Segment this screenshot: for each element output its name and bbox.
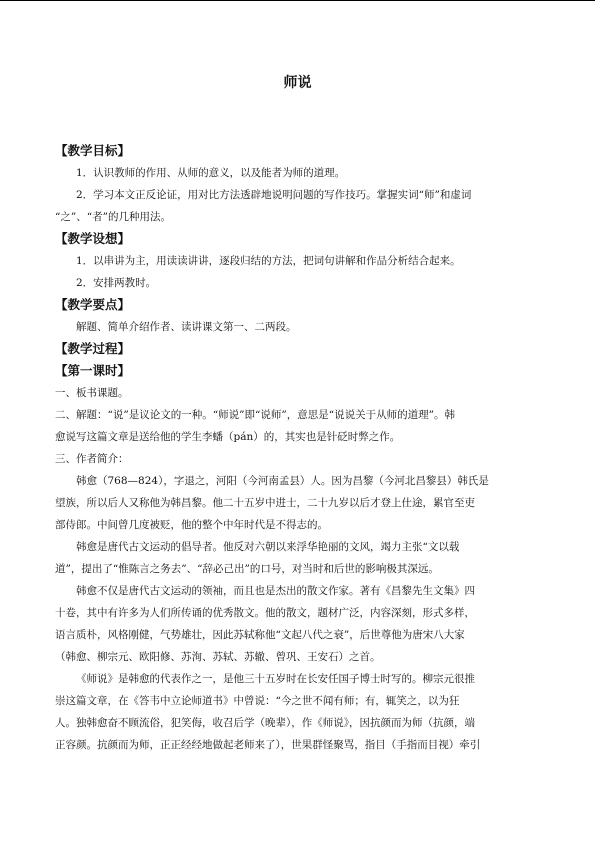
paragraph-line: 韩愈是唐代古文运动的倡导者。他反对六朝以来浮华艳丽的文风，竭力主张“文以载 — [76, 541, 460, 553]
paragraph-line: 崇这篇文章，在《答韦中立论师道书》中曾说：“今之世不闻有师；有，辄笑之，以为狂 — [55, 695, 460, 707]
paragraph-line: （韩愈、柳宗元、欧阳修、苏洵、苏轼、苏辙、曾巩、王安石）之首。 — [55, 651, 381, 663]
section-heading: 【第一课时】 — [55, 363, 131, 378]
paragraph-line: 2．学习本文正反论证，用对比方法透辟地说明问题的写作技巧。掌握实词“师”和虚词 — [76, 189, 472, 201]
paragraph-line: 2．安排两教时。 — [76, 277, 157, 289]
paragraph-line: 愈说写这篇文章是送给他的学生李蟠（pán）的，其实也是针砭时弊之作。 — [55, 431, 401, 443]
paragraph-line: 《师说》是韩愈的代表作之一，是他三十五岁时在长安任国子博士时写的。柳宗元很推 — [76, 673, 475, 685]
paragraph-line: 韩愈（768—824），字退之，河阳（今河南孟县）人。因为昌黎（今河北昌黎县）韩氏是 — [76, 475, 489, 487]
section-heading: 【教学目标】 — [55, 143, 131, 158]
page-top-rule — [0, 0, 595, 1]
paragraph-line: 1．认识教师的作用、从师的意义，以及能者为师的道理。 — [76, 167, 346, 179]
section-heading: 【教学要点】 — [55, 297, 131, 312]
paragraph-line: 道”，提出了“惟陈言之务去”、“辞必己出”的口号，对当时和后世的影响极其深远。 — [55, 563, 439, 575]
paragraph-line: 望族，所以后人又称他为韩昌黎。他二十五岁中进士，二十九岁以后才登上仕途，累官至吏 — [55, 497, 475, 509]
paragraph-line: 人。独韩愈奋不顾流俗，犯笑侮，收召后学（晚辈），作《师说》，因抗颜而为师（抗颜，端 — [55, 717, 475, 729]
section-heading: 【教学过程】 — [55, 341, 131, 356]
paragraph-line: 部侍郎。中间曾几度被贬，他的整个中年时代是不得志的。 — [55, 519, 328, 531]
paragraph-line: 1．以串讲为主，用读读讲讲，逐段归结的方法，把词句讲解和作品分析结合起来。 — [76, 255, 461, 267]
document-body — [55, 140, 541, 756]
paragraph-line: 韩愈不仅是唐代古文运动的领袖，而且也是杰出的散文作家。著有《昌黎先生文集》四 — [76, 585, 475, 597]
paragraph-line: 十卷，其中有许多为人们所传诵的优秀散文。他的散文，题材广泛，内容深刻，形式多样， — [55, 607, 475, 619]
paragraph-line: 解题、简单介绍作者、读讲课文第一、二两段。 — [76, 321, 297, 333]
document-title: 师说 — [283, 75, 312, 91]
paragraph-line: 三、作者简介： — [55, 453, 129, 465]
paragraph-line: 语言质朴，风格刚健，气势雄壮，因此苏轼称他“文起八代之衰”，后世尊他为唐宋八大家 — [55, 629, 465, 641]
paragraph-line: 二、解题：“说”是议论文的一种。“师说”即“说师”，意思是“说说关于从师的道理”。韩 — [55, 409, 455, 421]
paragraph-line: “之”、“者”的几种用法。 — [55, 211, 171, 223]
section-heading: 【教学设想】 — [55, 231, 131, 246]
paragraph-line: 一、板书课题。 — [55, 387, 129, 399]
paragraph-line: 正容颜。抗颜而为师，正正经经地做起老师来了），世果群怪聚骂，指目（手指而目视）牵引 — [55, 739, 481, 751]
